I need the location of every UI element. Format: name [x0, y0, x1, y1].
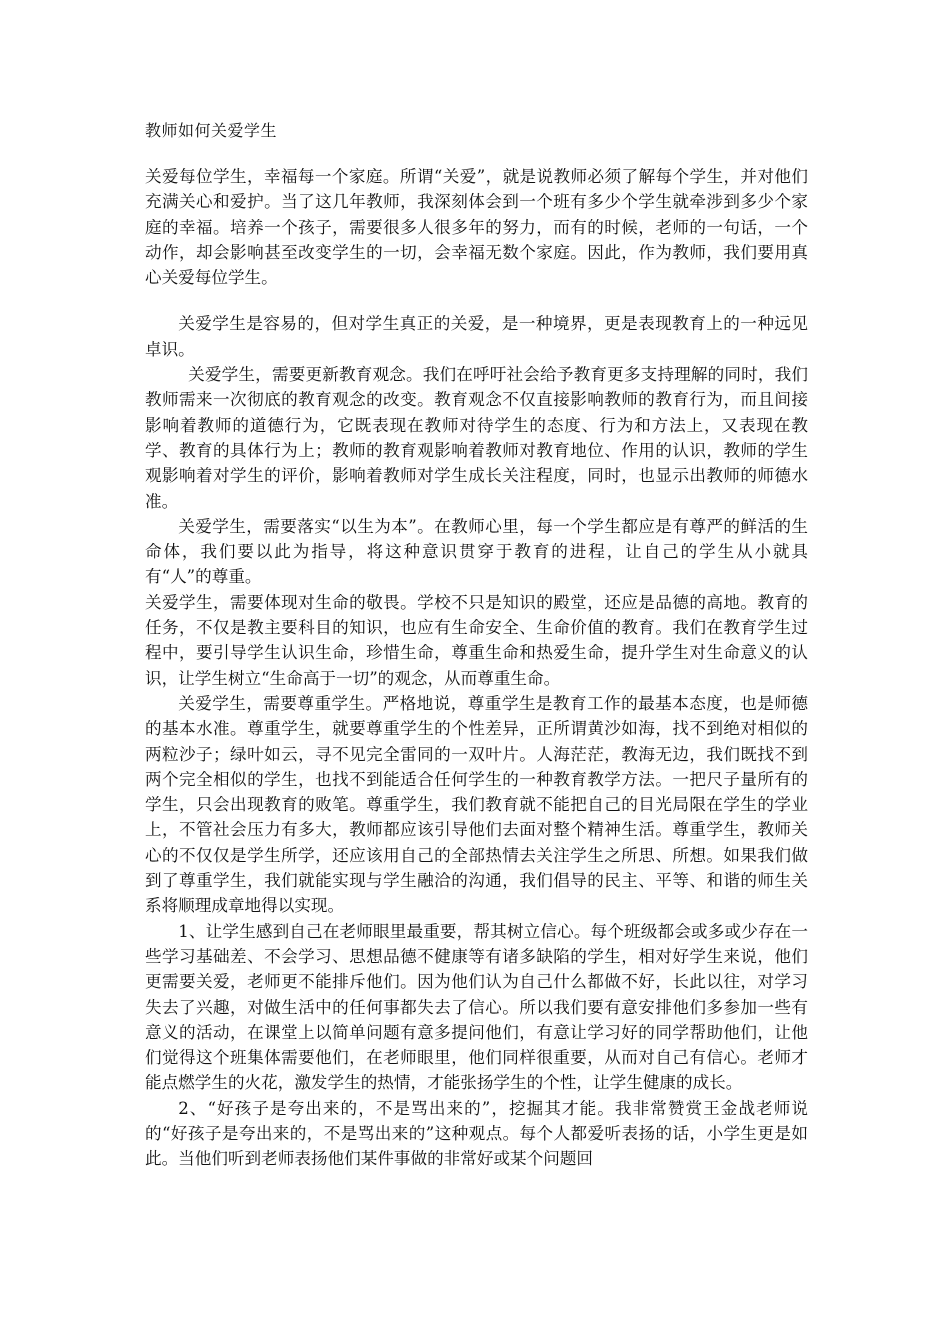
paragraph-5: 关爱学生，需要尊重学生。严格地说，尊重学生是教育工作的最基本态度，也是师德的基本水准。尊重学生，就要尊重学生的个性差异，正所谓黄沙如海，找不到绝对相似的两粒沙子；绿叶如云，寻不见完全雷同的一双叶片。人海茫茫，教海无边，我们既找不到两个完全相似的学生，也找不到能适合任何学生的一种教育教学方法。一把尺子量所有的学生，只会出现教育的败笔。尊重学生，我们教育就不能把自己的目光局限在学生的学业上，不管社会压力有多大，教师都应该引导他们去面对整个精神生活。尊重学生，教师关心的不仅仅是学生所学，还应该用自己的全部热情去关注学生之所思、所想。如果我们做到了尊重学生，我们就能实现与学生融洽的沟通，我们倡导的民主、平等、和谐的师生关系将顺理成章地得以实现。 [145, 693, 808, 916]
intro-paragraph: 关爱每位学生，幸福每一个家庭。所谓“关爱”，就是说教师必须了解每个学生，并对他们充满关心和爱护。当了这几年教师，我深刻体会到一个班有多少个学生就牵涉到多少个家庭的幸福。培养一个孩子，需要很多人很多年的努力，而有的时候，老师的一句话，一个动作，却会影响甚至改变学生的一切，会幸福无数个家庭。因此，作为教师，我们要用真心关爱每位学生。 [145, 167, 808, 288]
document-page [145, 118, 808, 1172]
paragraph-1: 关爱学生是容易的，但对学生真正的关爱，是一种境界，更是表现教育上的一种远见卓识。 [145, 314, 808, 359]
paragraph-7: 2、“好孩子是夸出来的，不是骂出来的”，挖掘其才能。我非常赞赏王金战老师说的“好孩子是夸出来的，不是骂出来的”这种观点。每个人都爱听表扬的话，小学生更是如此。当他们听到老师表扬他们某件事做的非常好或某个问题回 [145, 1098, 808, 1169]
paragraph-gap [145, 290, 808, 311]
paragraph-3: 关爱学生，需要落实“以生为本”。在教师心里，每一个学生都应是有尊严的鲜活的生命体，我们要以此为指导，将这种意识贯穿于教育的进程，让自己的学生从小就具有“人”的尊重。 [145, 516, 808, 587]
paragraph-4: 关爱学生，需要体现对生命的敬畏。学校不只是知识的殿堂，还应是品德的高地。教育的任务，不仅是教主要科目的知识，也应有生命安全、生命价值的教育。我们在教育学生过程中，要引导学生认识生命，珍惜生命，尊重生命和热爱生命，提升学生对生命意义的认识，让学生树立“生命高于一切”的观念，从而尊重生命。 [145, 592, 808, 688]
paragraph-2: 关爱学生，需要更新教育观念。我们在呼吁社会给予教育更多支持理解的同时，我们教师需来一次彻底的教育观念的改变。教育观念不仅直接影响教师的教育行为，而且间接影响着教师的道德行为，它既表现在教师对待学生的态度、行为和方法上，又表现在教学、教育的具体行为上；教师的教育观影响着教师对教育地位、作用的认识，教师的学生观影响着对学生的评价，影响着教师对学生成长关注程度，同时，也显示出教师的师德水准。 [145, 365, 808, 511]
paragraph-6: 1、让学生感到自己在老师眼里最重要，帮其树立信心。每个班级都会或多或少存在一些学习基础差、不会学习、思想品德不健康等有诸多缺陷的学生，相对好学生来说，他们更需要关爱，老师更不能排斥他们。因为他们认为自己什么都做不好，长此以往，对学习失去了兴趣，对做生活中的任何事都失去了信心。所以我们要有意安排他们多参加一些有意义的活动，在课堂上以简单问题有意多提问他们，有意让学习好的同学帮助他们，让他们觉得这个班集体需要他们，在老师眼里，他们同样很重要，从而对自己有信心。老师才能点燃学生的火花，激发学生的热情，才能张扬学生的个性，让学生健康的成长。 [145, 921, 808, 1093]
document-title: 教师如何关爱学生 [145, 121, 278, 140]
